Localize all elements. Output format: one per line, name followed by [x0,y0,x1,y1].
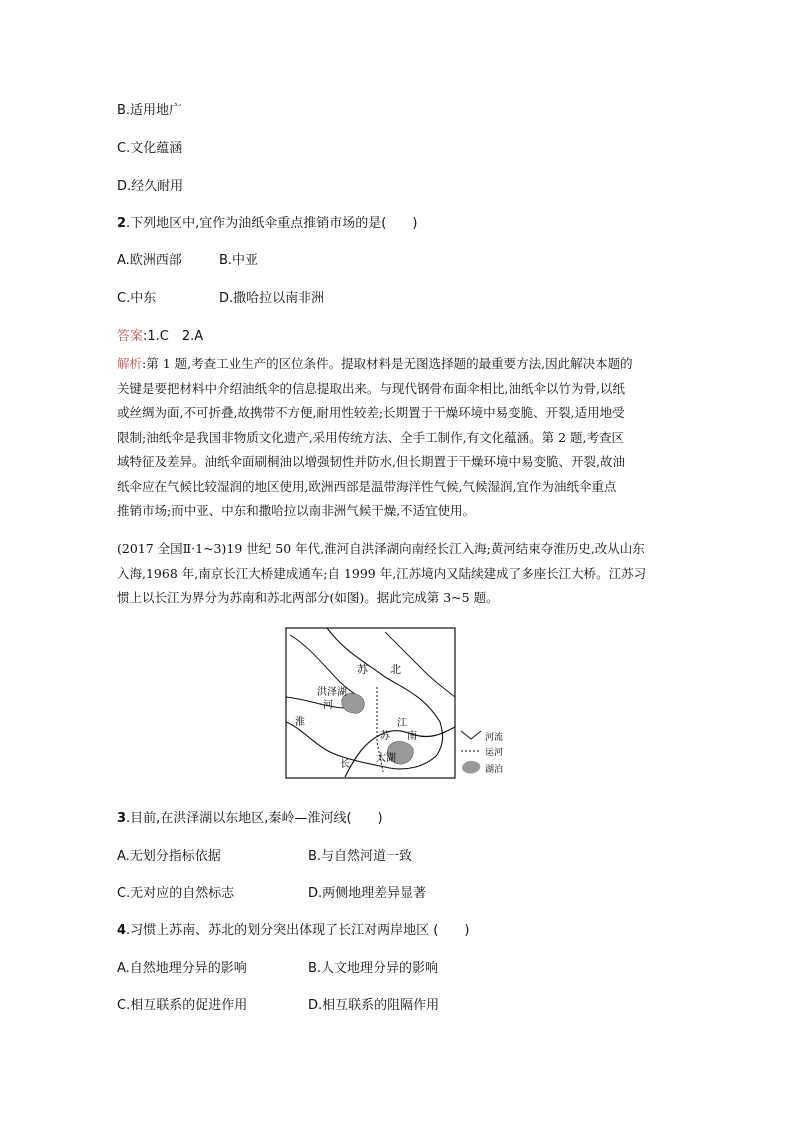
q2-option-d: D.撒哈拉以南非洲 [219,291,325,306]
q2-option-a: A.欧洲西部 [117,253,182,268]
legend-canal-label: 运河 [485,747,504,757]
legend-river-label: 河流 [485,732,504,742]
q4-number: 4 [117,923,127,938]
q2-text: .下列地区中,宜作为油纸伞重点推销市场的是( ) [126,216,418,231]
material-paragraph [117,537,677,611]
q1-option-d: D.经久耐用 [117,179,184,194]
map-label-bei: 北 [390,664,401,676]
analysis-line: 关键是要把材料中介绍油纸伞的信息提取出来。与现代钢骨布面伞相比,油纸伞以竹为骨,以纸 [117,380,625,396]
analysis-line: 限制;油纸伞是我国非物质文化遗产,采用传统方法、全手工制作,有文化蕴涵。第 2 题,考查区 [117,429,625,445]
answer-line [117,325,203,344]
legend-river-symbol [461,731,481,739]
analysis-line: 或丝绸为面,不可折叠,故携带不方便,耐用性较差;长期置于干燥环境中易变脆、开裂,适用地受 [117,405,625,420]
q2-option-c: C.中东 [117,291,157,306]
material-line: 惯上以长江为界分为苏南和苏北两部分(如图)。据此完成第 3~5 题。 [117,590,499,605]
legend-lake-symbol [462,761,480,774]
q3-stem [117,807,383,826]
answer-label: 答案 [117,329,144,344]
q1-option-c: C.文化蕴涵 [117,141,183,156]
q3-option-d: D.两侧地理差异显著 [308,886,427,901]
q1-option-b: B.适用地广 [117,103,183,118]
q4-text: .习惯上苏南、苏北的划分突出体现了长江对两岸地区 ( ) [126,923,470,938]
map-label-huai: 淮 [295,717,305,728]
analysis-label: 解析 [117,356,143,371]
q2-option-b: B.中亚 [219,253,259,268]
material-line: 入海,1968 年,南京长江大桥建成通车;自 1999 年,江苏境内又陆续建成了多座长江大桥。江苏习 [117,565,647,581]
map-label-su-south: 苏 [380,731,390,742]
map-label-chang: 长 [340,759,350,770]
q4-option-a: A.自然地理分异的影响 [117,961,247,976]
map-label-su-north: 苏 [357,664,368,676]
map-label-nan: 南 [407,731,417,742]
q3-option-a: A.无划分指标依据 [117,849,221,864]
q4-option-d: D.相互联系的阻隔作用 [308,998,440,1013]
map-label-he: 河 [323,700,333,711]
analysis-line: 推销市场;而中亚、中东和撒哈拉以南非洲气候干燥,不适宜使用。 [117,503,476,518]
analysis-paragraph [117,352,677,524]
legend-lake-label: 湖泊 [485,764,504,774]
map-label-jiang: 江 [397,718,407,729]
q4-option-c: C.相互联系的促进作用 [117,998,248,1013]
material-line: (2017 全国Ⅱ·1~3)19 世纪 50 年代,淮河自洪泽湖向南经长江入海;黄河结束夺淮历史,改从山东 [117,541,645,556]
q3-option-c: C.无对应的自然标志 [117,886,235,901]
jiangsu-map [285,627,515,781]
analysis-line: 纸伞应在气候比较湿润的地区使用,欧洲西部是温带海洋性气候,气候湿润,宜作为油纸伞重点 [117,478,617,494]
q2-stem [117,212,417,231]
analysis-line: 解析:第 1 题,考查工业生产的区位条件。提取材料是无图选择题的最重要方法,因此解决本题的 [117,356,633,371]
q2-number: 2 [117,216,127,231]
answer-value: :1.C 2.A [143,329,204,344]
map-label-hongze: 洪泽湖 [317,687,347,698]
q4-stem [117,919,469,938]
q3-text: .目前,在洪泽湖以东地区,秦岭—淮河线( ) [126,811,383,826]
analysis-line: 域特征及差异。油纸伞面刷桐油以增强韧性并防水,但长期置于干燥环境中易变脆、开裂,故油 [117,454,625,469]
q4-option-b: B.人文地理分异的影响 [308,961,439,976]
q3-option-b: B.与自然河道一致 [308,849,413,864]
q3-number: 3 [117,811,127,826]
map-frame [286,628,455,778]
map-label-taihu: 太湖 [376,753,396,764]
